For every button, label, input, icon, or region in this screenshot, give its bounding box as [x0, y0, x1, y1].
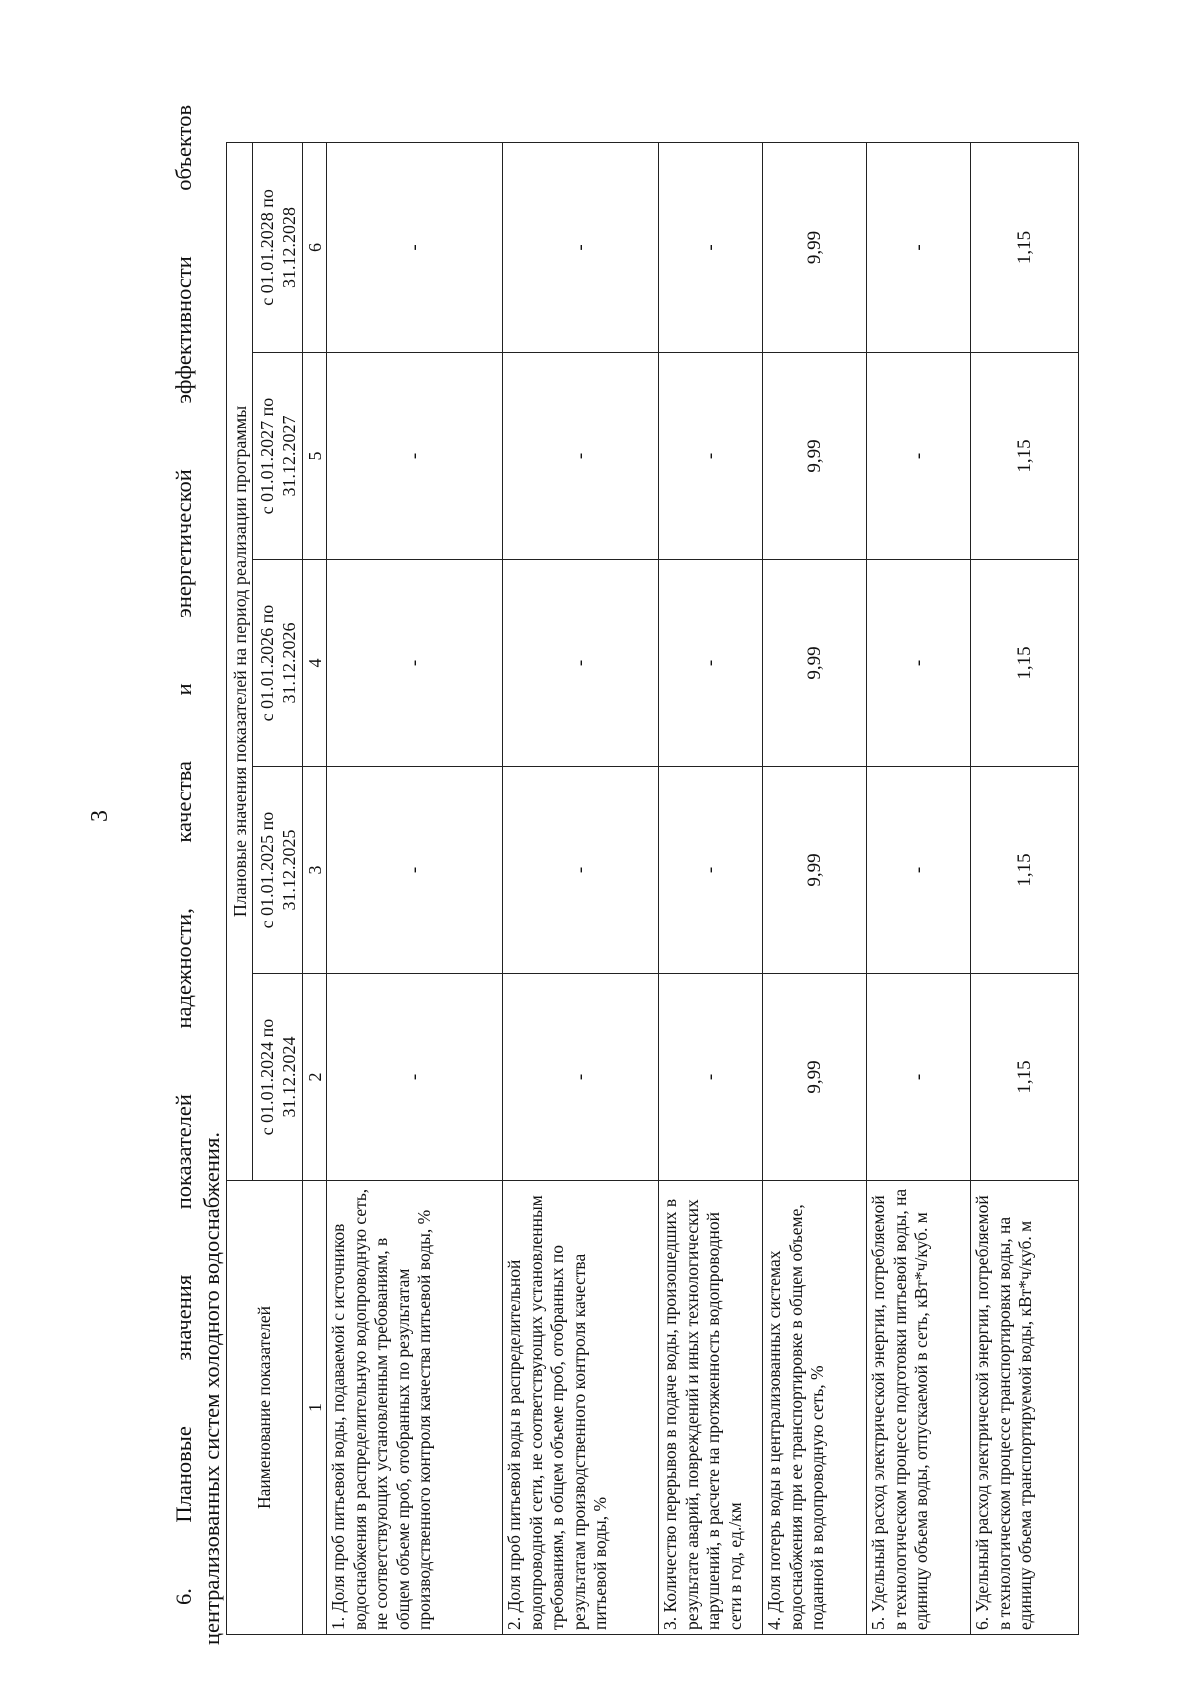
indicator-value: - [503, 353, 659, 560]
heading-line-2: централизованных систем холодного водоснабжения. [199, 1132, 224, 1645]
heading-word: и [171, 683, 196, 696]
indicator-value: - [503, 767, 659, 974]
indicator-value: 9,99 [763, 142, 867, 352]
indicators-table [226, 142, 1079, 1635]
indicator-value: 9,99 [763, 353, 867, 560]
indicator-value: - [503, 142, 659, 352]
heading-word: Плановые [171, 1426, 196, 1523]
indicator-value: - [659, 560, 763, 767]
heading-word: эффективности [171, 256, 196, 404]
indicator-value: - [659, 974, 763, 1181]
heading-word: объектов [171, 105, 196, 191]
indicator-name: 4. Доля потерь воды в централизованных системах водоснабжения при ее транспортировке в общем объеме, поданной в водопроводную сеть, % [763, 1181, 867, 1635]
indicator-value: 1,15 [971, 767, 1079, 974]
column-number: 3 [303, 767, 327, 974]
column-number: 4 [303, 560, 327, 767]
indicator-value: - [503, 974, 659, 1181]
heading-word: значения [171, 1274, 196, 1361]
indicator-name: 6. Удельный расход электрической энергии, потребляемой в технологическом процессе транспортировки воды, на единицу объема транспортируемой воды, кВт*ч/куб. м [971, 1181, 1079, 1635]
name-column-header: Наименование показателей [227, 1181, 303, 1635]
indicator-value: - [659, 767, 763, 974]
table-row [971, 142, 1079, 1634]
indicator-value: - [867, 767, 971, 974]
table-row [503, 142, 659, 1634]
indicator-name: 1. Доля проб питьевой воды, подаваемой с источников водоснабжения в распределительную водопроводную сеть, не соответствующих установленным требованиям, в общем объеме проб, отобранных по результатам производственного контроля качества питьевой воды, % [327, 1181, 503, 1635]
heading-word: энергетической [171, 469, 196, 618]
indicator-value: - [867, 974, 971, 1181]
column-number-row [303, 142, 327, 1634]
indicator-name: 5. Удельный расход электрической энергии, потребляемой в технологическом процессе подготовки питьевой воды, на единицу объема воды, отпускаемой в сеть, кВт*ч/куб. м [867, 1181, 971, 1635]
period-header: с 01.01.2026 по 31.12.2026 [253, 560, 303, 767]
period-header: с 01.01.2025 по 31.12.2025 [253, 767, 303, 974]
period-header: с 01.01.2028 по 31.12.2028 [253, 142, 303, 352]
period-header: с 01.01.2027 по 31.12.2027 [253, 353, 303, 560]
table-row [327, 142, 503, 1634]
indicator-value: - [867, 353, 971, 560]
indicator-value: - [659, 142, 763, 352]
column-number: 1 [303, 1181, 327, 1635]
section-heading [170, 105, 226, 1645]
indicator-value: - [867, 560, 971, 767]
indicator-value: - [327, 353, 503, 560]
indicator-value: 1,15 [971, 560, 1079, 767]
heading-word: качества [171, 760, 196, 843]
indicator-value: 9,99 [763, 767, 867, 974]
indicator-value: - [327, 560, 503, 767]
page-number: 3 [87, 810, 113, 822]
indicator-value: - [867, 142, 971, 352]
group-header: Плановые значения показателей на период реализации программы [227, 142, 253, 1180]
indicator-value: - [659, 353, 763, 560]
indicator-value: - [327, 974, 503, 1181]
table-header-row [227, 142, 253, 1634]
column-number: 6 [303, 142, 327, 352]
table-row [763, 142, 867, 1634]
indicator-value: - [503, 560, 659, 767]
indicator-name: 3. Количество перерывов в подаче воды, произошедших в результате аварий, повреждений и иных технологических нарушений, в расчете на протяженность водопроводной сети в год, ед./км [659, 1181, 763, 1635]
heading-word: показателей [171, 1094, 196, 1210]
column-number: 2 [303, 974, 327, 1181]
table-row [867, 142, 971, 1634]
heading-line-1 [170, 105, 198, 1645]
indicator-name: 2. Доля проб питьевой воды в распределительной водопроводной сети, не соответствующих установленным требованиям, в общем объеме проб, отобранных по результатам производственного контроля качества питьевой воды, % [503, 1181, 659, 1635]
indicator-value: 1,15 [971, 142, 1079, 352]
indicator-value: 1,15 [971, 353, 1079, 560]
heading-word: 6. [171, 1588, 196, 1605]
indicator-value: - [327, 767, 503, 974]
table-row [659, 142, 763, 1634]
document-content [170, 105, 1070, 1645]
period-header: с 01.01.2024 по 31.12.2024 [253, 974, 303, 1181]
indicator-value: 9,99 [763, 560, 867, 767]
indicator-value: 1,15 [971, 974, 1079, 1181]
column-number: 5 [303, 353, 327, 560]
indicator-value: 9,99 [763, 974, 867, 1181]
indicator-value: - [327, 142, 503, 352]
heading-word: надежности, [171, 908, 196, 1029]
